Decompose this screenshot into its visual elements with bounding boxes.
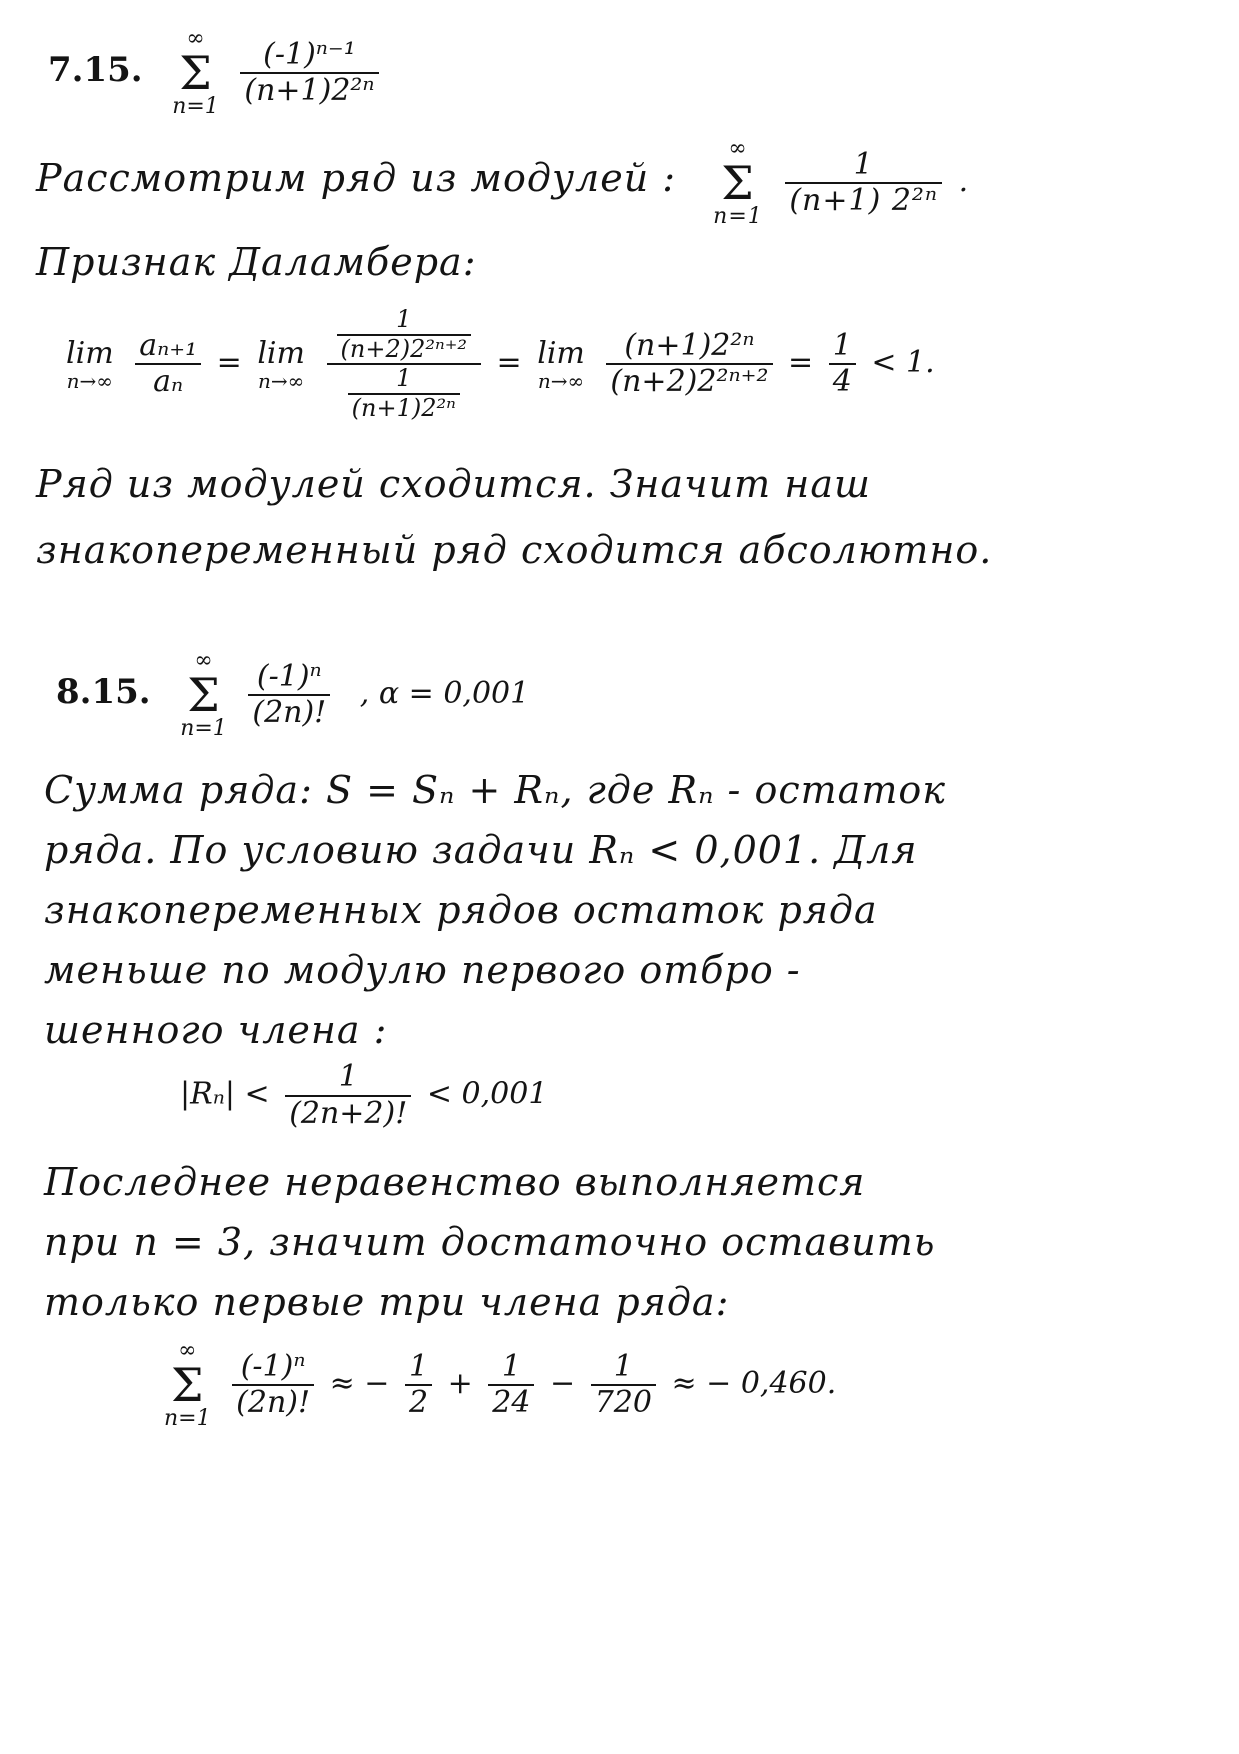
- remainder-inequality: |Rₙ| < $\frac{1}{(2n+2)!}$ < 0,001: [180, 1059, 548, 1131]
- problem-number: 7.15.: [48, 50, 143, 90]
- sum-symbol: ∞ Σ n=1: [172, 26, 219, 119]
- final-sum: ∞ Σ n=1 $\frac{\text{(-1)ⁿ}}{(2n)!}$ ≈ − $\frac{1}{2}$ + $\frac{1}{24}$ − $\frac{1}{720}$ ≈ − 0,460.: [164, 1338, 837, 1431]
- text-line: Рассмотрим ряд из модулей : ∞ Σ n=1 $\frac{1}{\text{(n+1) 2²ⁿ}}$ .: [36, 136, 970, 229]
- result-fraction: $\frac{1}{4}$: [829, 329, 856, 400]
- problem-number: 8.15.: [56, 672, 151, 712]
- text-line: меньше по модулю первого отбро -: [44, 948, 801, 992]
- text-line: Ряд из модулей сходится. Значит наш: [36, 462, 871, 506]
- sum-symbol: ∞ Σ n=1: [164, 1338, 211, 1431]
- inequality-fraction: $\frac{1}{(2n+2)!}$: [285, 1060, 411, 1131]
- text-line: знакопеременных рядов остаток ряда: [44, 888, 878, 932]
- limit: lim n→∞: [257, 335, 305, 393]
- abs-series: ∞ Σ n=1 $\frac{1}{\text{(n+1) 2²ⁿ}}$ .: [713, 136, 970, 229]
- simplified-fraction: $\frac{\text{(n+1)2²ⁿ}}{\text{(n+2)2²ⁿ⁺²}}$: [606, 329, 772, 400]
- text-line: знакопеременный ряд сходится абсолютно.: [36, 528, 993, 572]
- text-line: только первые три члена ряда:: [44, 1280, 730, 1324]
- compound-fraction: $\frac{\frac{1}{\text{(n+2)2²ⁿ⁺²}}}{\frac{1}{\text{(n+1)2²ⁿ}}}$: [327, 306, 481, 422]
- dalembert-formula: lim n→∞ $\frac{\text{aₙ₊₁}}{\text{aₙ}}$ = lim n→∞ $\frac{\frac{1}{\text{(n+2)2²ⁿ⁺²}}}{\frac{1}{\text{(n+1)2²ⁿ}}}$ = lim n→∞ $\frac{\text{(n+1)2²ⁿ}}{\text{(n+2)2²ⁿ⁺²}}$ = $\frac{1}{4}$ < 1.: [66, 305, 935, 422]
- term-2-fraction: $\frac{1}{24}$: [488, 1350, 534, 1421]
- series-fraction: $\frac{\text{(-1)ⁿ}}{(2n)!}$: [248, 660, 330, 731]
- abs-series-fraction: $\frac{1}{\text{(n+1) 2²ⁿ}}$: [785, 148, 942, 219]
- term-3-fraction: $\frac{1}{720}$: [591, 1350, 656, 1421]
- sum-symbol: ∞ Σ n=1: [713, 136, 763, 229]
- problem-7-15-header: [48, 28, 385, 118]
- text-line: при n = 3, значит достаточно оставить: [44, 1220, 936, 1264]
- final-series-fraction: $\frac{\text{(-1)ⁿ}}{(2n)!}$: [232, 1350, 314, 1421]
- text-line: Признак Даламбера:: [36, 240, 477, 284]
- text-line: ряда. По условию задачи Rₙ < 0,001. Для: [44, 828, 918, 872]
- term-1-fraction: $\frac{1}{2}$: [405, 1350, 432, 1421]
- series-fraction: $\frac{\text{(-1)ⁿ⁻¹}}{\text{(n+1)2²ⁿ}}$: [240, 38, 378, 109]
- sum-symbol: ∞ Σ n=1: [180, 648, 227, 741]
- text-line: шенного члена :: [44, 1008, 388, 1052]
- text-line: Последнее неравенство выполняется: [44, 1160, 866, 1204]
- text-line: Сумма ряда: S = Sₙ + Rₙ, где Rₙ - остаток: [44, 768, 946, 812]
- ratio-fraction: $\frac{\text{aₙ₊₁}}{\text{aₙ}}$: [135, 329, 201, 400]
- limit: lim n→∞: [66, 335, 114, 393]
- problem-8-15-header: 8.15. ∞ Σ n=1 $\frac{\text{(-1)ⁿ}}{(2n)!}$ , α = 0,001: [56, 648, 530, 741]
- limit: lim n→∞: [537, 335, 585, 393]
